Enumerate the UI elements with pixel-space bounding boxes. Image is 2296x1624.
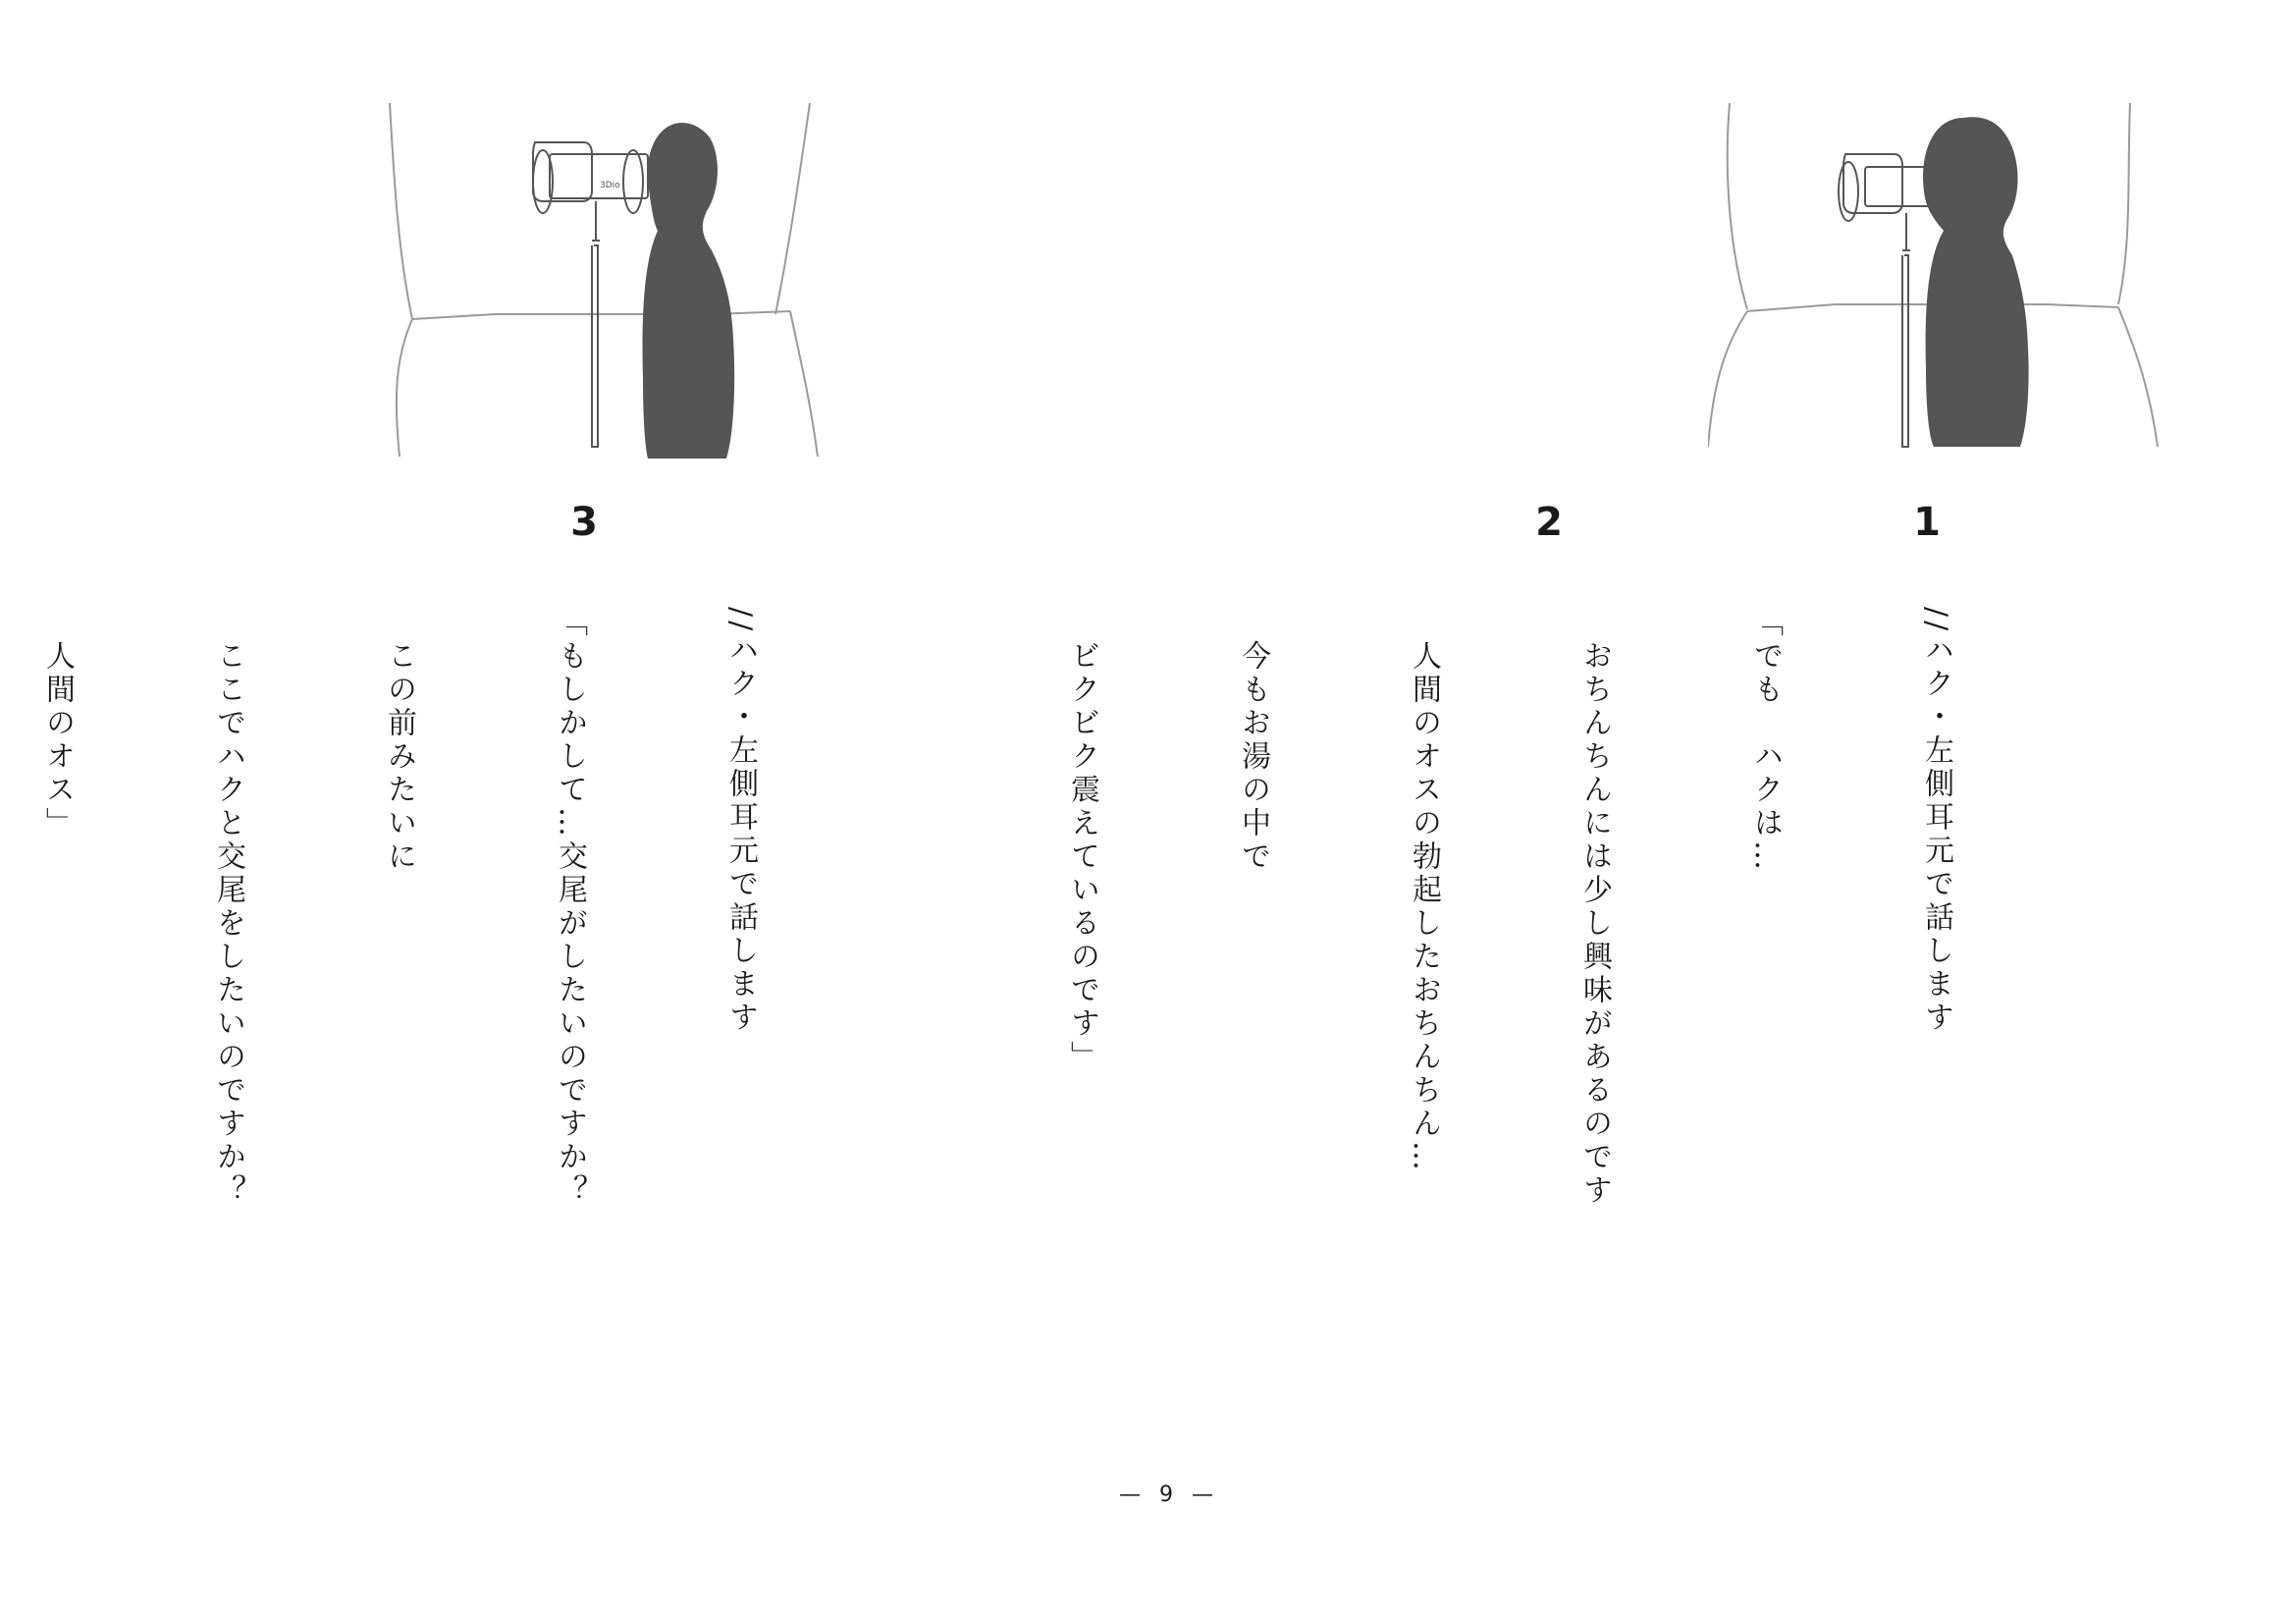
binaural-scene-1-graphic [1708, 93, 2160, 466]
binaural-scene-3-graphic [388, 93, 839, 466]
illustration-panel-1 [1708, 93, 2160, 466]
script-line: 人間のオスの勃起したおちんちん… [1407, 607, 1441, 1174]
script-line: ビクビク震えているのです」 [1065, 607, 1099, 1074]
listener-silhouette [1923, 117, 2029, 447]
script-line: ここでハクと交尾をしたいのですか？ [211, 607, 245, 1208]
listener-silhouette [643, 123, 735, 459]
script-line: 今もお湯の中で [1236, 607, 1270, 874]
script-body [0, 607, 2078, 1490]
script-line: 「もしかして…交尾がしたいのですか？ [553, 607, 587, 1208]
panel-number-2: 2 [1535, 500, 1563, 545]
script-line: おちんちんには少し興味があるのです [1577, 607, 1612, 1208]
script-line: //ハク・左側耳元で話します [723, 607, 758, 1036]
script-line: この前みたいに [382, 607, 416, 874]
page-number: — 9 — [1119, 1483, 1219, 1507]
script-spacer [882, 607, 939, 1490]
panel-number-1: 1 [1913, 500, 1941, 545]
script-line: 人間のオス」 [40, 607, 75, 840]
script-line: //ハク・左側耳元で話します [1919, 607, 1953, 1036]
script-line: 「でも ハクは… [1748, 607, 1783, 874]
illustration-panel-3 [388, 93, 839, 466]
panel-number-3: 3 [570, 500, 598, 545]
mic-label: 3Dio [600, 181, 620, 190]
